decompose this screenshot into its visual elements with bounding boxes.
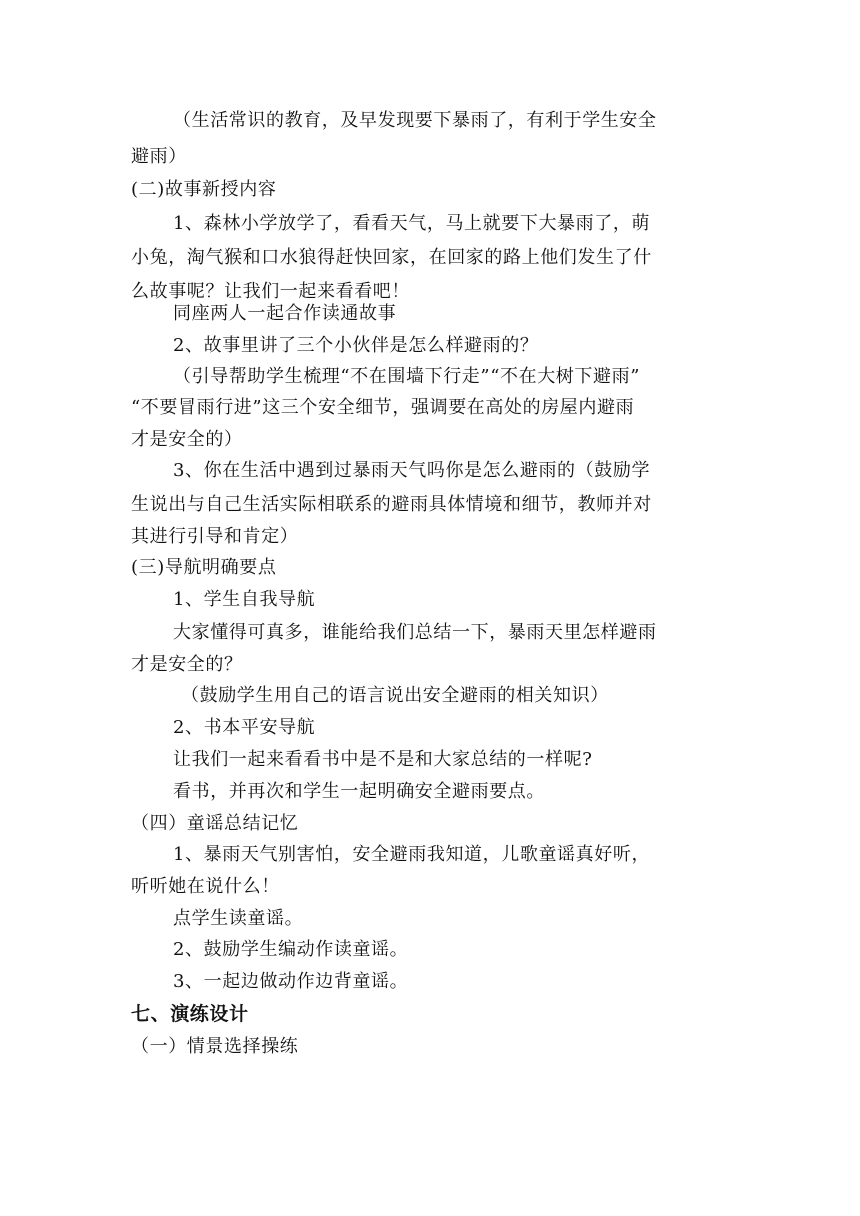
text-line: 生说出与自己生活实际相联系的避雨具体情境和细节，教师并对 bbox=[131, 494, 652, 515]
text-line: 避雨） bbox=[131, 146, 187, 167]
chapter-heading: 七、演练设计 bbox=[131, 1003, 249, 1025]
text-line: （生活常识的教育，及早发现要下暴雨了，有利于学生安全 bbox=[173, 110, 657, 131]
text-line: 才是安全的） bbox=[131, 429, 243, 450]
text-line: 大家懂得可真多，谁能给我们总结一下，暴雨天里怎样避雨 bbox=[173, 622, 657, 643]
section-heading: （四）童谣总结记忆 bbox=[131, 813, 299, 834]
section-heading: (三)导航明确要点 bbox=[131, 557, 277, 578]
text-line: 看书，并再次和学生一起明确安全避雨要点。 bbox=[173, 781, 545, 802]
text-line: 1、暴雨天气别害怕，安全避雨我知道，儿歌童谣真好听， bbox=[173, 844, 651, 865]
text-line: 2、故事里讲了三个小伙伴是怎么样避雨的？ bbox=[173, 335, 539, 356]
text-line: 1、学生自我导航 bbox=[173, 589, 316, 610]
text-line: 听听她在说什么！ bbox=[131, 876, 280, 897]
text-line: （引导帮助学生梳理“不在围墙下行走”“不在大树下避雨” bbox=[173, 366, 641, 387]
text-line: 3、你在生活中遇到过暴雨天气吗你是怎么避雨的（鼓励学 bbox=[173, 460, 651, 481]
text-line: 2、鼓励学生编动作读童谣。 bbox=[173, 939, 409, 960]
text-line: “不要冒雨行进”这三个安全细节，强调要在高处的房屋内避雨 bbox=[131, 397, 635, 418]
text-line: 点学生读童谣。 bbox=[173, 908, 304, 929]
text-line: 才是安全的？ bbox=[131, 654, 243, 675]
text-line: 么故事呢？让我们一起来看看吧！ bbox=[131, 281, 410, 302]
text-line: 同座两人一起合作读通故事 bbox=[173, 303, 397, 324]
text-line: 3、一起边做动作边背童谣。 bbox=[173, 971, 409, 992]
text-line: 让我们一起来看看书中是不是和大家总结的一样呢? bbox=[173, 749, 593, 770]
text-line: 小兔，淘气猴和口水狼得赶快回家，在回家的路上他们发生了什 bbox=[131, 247, 652, 268]
text-line: 1、森林小学放学了，看看天气，马上就要下大暴雨了，萌 bbox=[173, 213, 651, 234]
section-heading: （一）情景选择操练 bbox=[131, 1036, 299, 1057]
section-heading: (二)故事新授内容 bbox=[131, 179, 277, 200]
text-line: 2、书本平安导航 bbox=[173, 717, 316, 738]
text-line: （鼓励学生用自己的语言说出安全避雨的相关知识） bbox=[181, 685, 609, 706]
text-line: 其进行引导和肯定） bbox=[131, 526, 299, 547]
